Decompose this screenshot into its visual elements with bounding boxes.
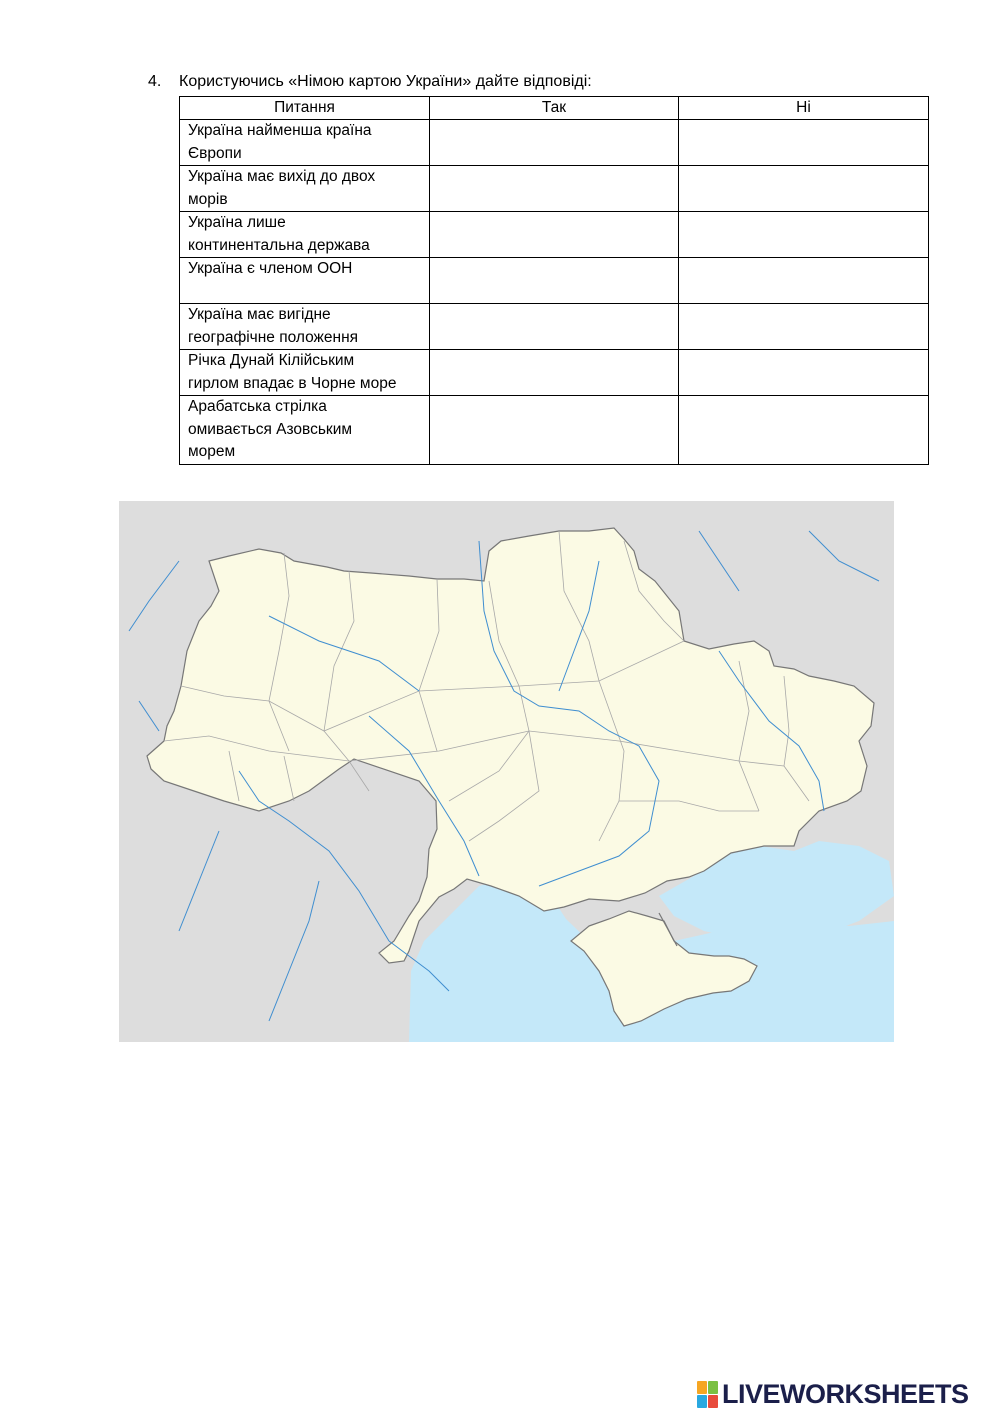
question-cell	[180, 166, 430, 212]
logo-squares-icon	[697, 1381, 718, 1408]
question-line: Арабатська стрілка	[188, 398, 327, 415]
question-line: географічне положення	[188, 328, 359, 346]
question-cell	[180, 212, 430, 258]
brand-text: LIVEWORKSHEETS	[722, 1378, 969, 1409]
yes-cell[interactable]	[430, 350, 679, 396]
question-line: Україна має вигідне	[188, 306, 331, 323]
no-cell[interactable]	[679, 166, 929, 212]
question-number: 4.	[148, 73, 162, 90]
logo-square	[697, 1381, 707, 1394]
question-line: морів	[188, 190, 228, 208]
yes-cell[interactable]	[430, 166, 679, 212]
logo-square	[697, 1395, 707, 1408]
yes-cell[interactable]	[430, 396, 679, 465]
yes-cell[interactable]	[430, 304, 679, 350]
logo-square	[708, 1381, 718, 1394]
yes-cell[interactable]	[430, 212, 679, 258]
table-header-row	[180, 97, 929, 120]
map-svg	[119, 501, 894, 1042]
question-cell	[180, 304, 430, 350]
table-row	[180, 304, 929, 350]
header-yes: Так	[430, 97, 679, 120]
question-line: Україна найменша країна	[188, 122, 372, 139]
yes-cell[interactable]	[430, 258, 679, 304]
table-row	[180, 350, 929, 396]
question-title	[148, 72, 592, 92]
question-line: Річка Дунай Кілійським	[188, 352, 355, 369]
table-row	[180, 258, 929, 304]
header-no: Ні	[679, 97, 929, 120]
no-cell[interactable]	[679, 350, 929, 396]
question-line: континентальна держава	[188, 236, 370, 254]
question-line: Україна має вихід до двох	[188, 168, 376, 185]
yes-cell[interactable]	[430, 120, 679, 166]
question-cell	[180, 396, 430, 465]
table-row	[180, 120, 929, 166]
question-line: гирлом впадає в Чорне море	[188, 374, 397, 392]
answer-table	[179, 96, 929, 465]
question-text: Користуючись «Німою картою України» дайте відповіді:	[179, 73, 592, 90]
no-cell[interactable]	[679, 212, 929, 258]
table-row	[180, 396, 929, 465]
no-cell[interactable]	[679, 304, 929, 350]
question-cell	[180, 120, 430, 166]
ukraine-blank-map	[119, 501, 894, 1042]
question-line: Україна лише	[188, 214, 286, 231]
table-row	[180, 212, 929, 258]
liveworksheets-logo	[697, 1380, 969, 1408]
question-line: омивається Азовським	[188, 420, 353, 438]
logo-square	[708, 1395, 718, 1408]
no-cell[interactable]	[679, 396, 929, 465]
header-question: Питання	[180, 97, 430, 120]
question-cell	[180, 258, 430, 304]
no-cell[interactable]	[679, 258, 929, 304]
question-line: морем	[188, 443, 236, 460]
table-row	[180, 166, 929, 212]
question-cell	[180, 350, 430, 396]
no-cell[interactable]	[679, 120, 929, 166]
question-line: Україна є членом ООН	[188, 260, 353, 277]
question-line: Європи	[188, 144, 242, 162]
